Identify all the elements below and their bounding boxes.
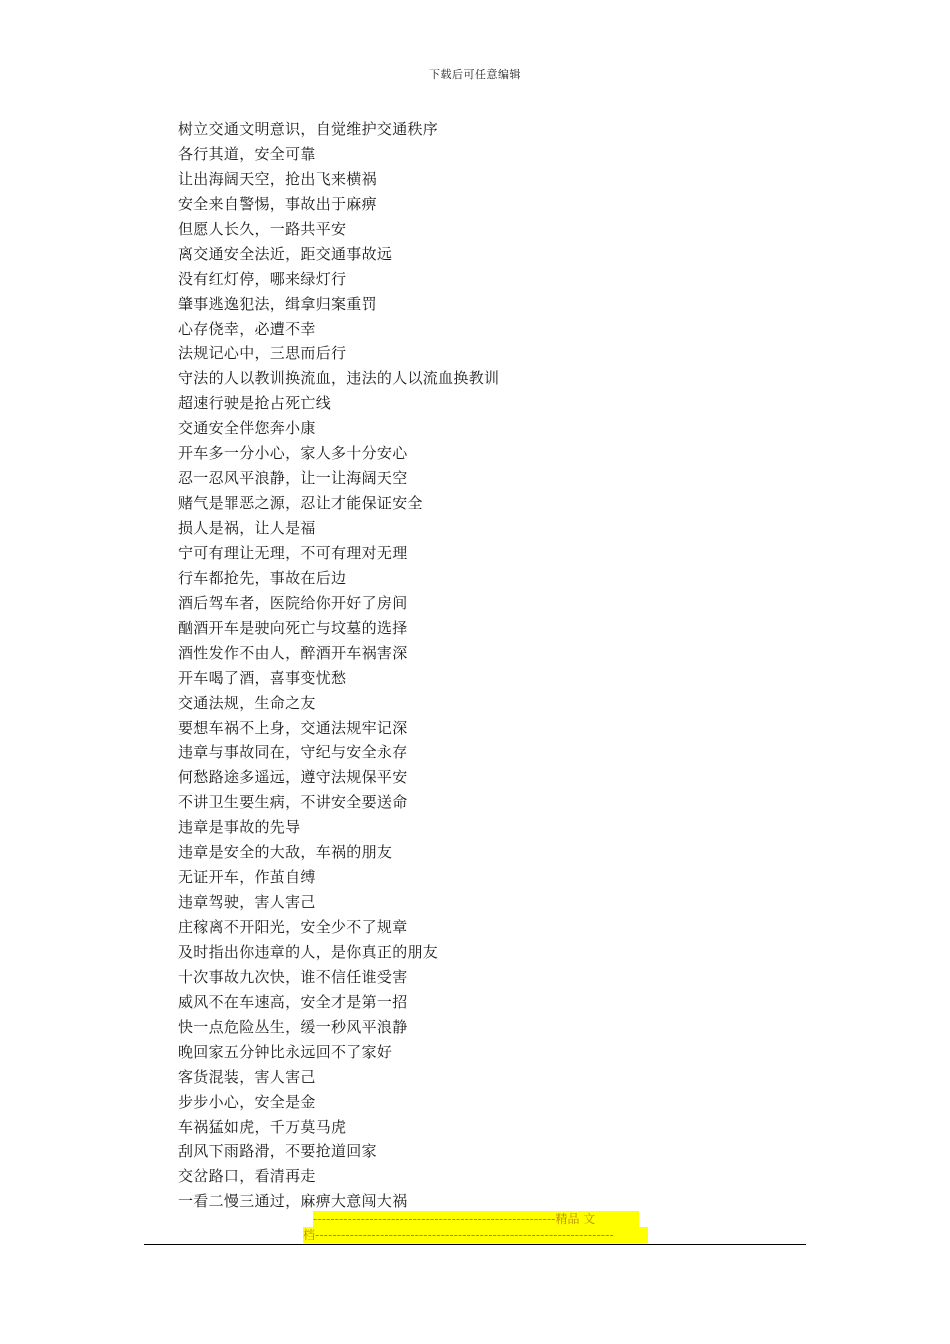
slogan-line: 交通法规，生命之友 (178, 693, 316, 712)
slogan-line: 心存侥幸，必遭不幸 (178, 319, 316, 338)
slogan-line: 让出海阔天空，抢出飞来横祸 (178, 169, 377, 188)
slogan-line: 威风不在车速高，安全才是第一招 (178, 992, 408, 1011)
slogan-line: 开车喝了酒，喜事变忧愁 (178, 668, 347, 687)
slogan-line: 刮风下雨路滑，不要抢道回家 (178, 1142, 377, 1161)
slogan-line: 违章驾驶，害人害己 (178, 893, 316, 912)
slogan-line: 客货混装，害人害己 (178, 1067, 316, 1086)
slogan-list (178, 117, 499, 1214)
slogan-line: 赌气是罪恶之源，忍让才能保证安全 (178, 494, 423, 513)
slogan-line: 交通安全伴您奔小康 (178, 419, 316, 438)
slogan-line: 损人是祸，让人是福 (178, 519, 316, 537)
slogan-line: 晚回家五分钟比永远回不了家好 (178, 1042, 393, 1061)
slogan-line: 行车都抢先，事故在后边 (178, 568, 347, 587)
slogan-line: 无证开车，作茧自缚 (178, 868, 316, 887)
slogan-line: 步步小心，安全是金 (178, 1092, 316, 1111)
slogan-line: 酒性发作不由人，醉酒开车祸害深 (178, 643, 408, 662)
footer-line-2: 档--------------------------------------------------------------------- (303, 1227, 648, 1243)
slogan-line: 离交通安全法近，距交通事故远 (178, 244, 393, 263)
slogan-line: 酒后驾车者，医院给你开好了房间 (178, 593, 408, 612)
page-header: 下载后可任意编辑 (429, 68, 521, 81)
footer-line-1: --------------------------------------------------------精品 文 (313, 1211, 639, 1227)
footer-highlight (303, 1211, 648, 1243)
slogan-line: 法规记心中，三思而后行 (178, 344, 347, 363)
slogan-line: 不讲卫生要生病，不讲安全要送命 (178, 793, 408, 812)
slogan-line: 庄稼离不开阳光，安全少不了规章 (178, 918, 408, 936)
slogan-line: 违章是事故的先导 (178, 818, 301, 837)
slogan-line: 违章是安全的大敌，车祸的朋友 (178, 843, 393, 862)
slogan-line: 交岔路口，看清再走 (178, 1167, 316, 1186)
slogan-line: 要想车祸不上身，交通法规牢记深 (178, 718, 408, 737)
slogan-line: 树立交通文明意识，自觉维护交通秩序 (178, 120, 439, 138)
slogan-line: 宁可有理让无理，不可有理对无理 (178, 543, 408, 562)
slogan-line: 没有红灯停，哪来绿灯行 (178, 269, 347, 288)
slogan-line: 及时指出你违章的人，是你真正的朋友 (178, 942, 439, 961)
slogan-line: 违章与事故同在，守纪与安全永存 (178, 743, 408, 762)
slogan-line: 守法的人以教训换流血，违法的人以流血换教训 (178, 369, 500, 388)
slogan-line: 各行其道，安全可靠 (178, 144, 316, 163)
slogan-line: 酗酒开车是驶向死亡与坟墓的选择 (178, 618, 408, 637)
slogan-line: 十次事故九次快，谁不信任谁受害 (178, 967, 408, 986)
slogan-line: 超速行驶是抢占死亡线 (178, 394, 332, 413)
slogan-line: 何愁路途多遥远，遵守法规保平安 (178, 768, 408, 787)
slogan-line: 一看二慢三通过，麻痹大意闯大祸 (178, 1192, 408, 1211)
slogan-line: 开车多一分小心，家人多十分安心 (178, 444, 408, 463)
slogan-line: 肇事逃逸犯法，缉拿归案重罚 (178, 294, 377, 313)
slogan-line: 快一点危险丛生，缓一秒风平浪静 (178, 1017, 408, 1036)
footer-rule (144, 1244, 806, 1245)
slogan-line: 但愿人长久，一路共平安 (178, 219, 347, 238)
slogan-line: 车祸猛如虎，千万莫马虎 (178, 1117, 347, 1136)
slogan-line: 忍一忍风平浪静，让一让海阔天空 (178, 469, 408, 488)
slogan-line: 安全来自警惕，事故出于麻痹 (178, 194, 377, 213)
